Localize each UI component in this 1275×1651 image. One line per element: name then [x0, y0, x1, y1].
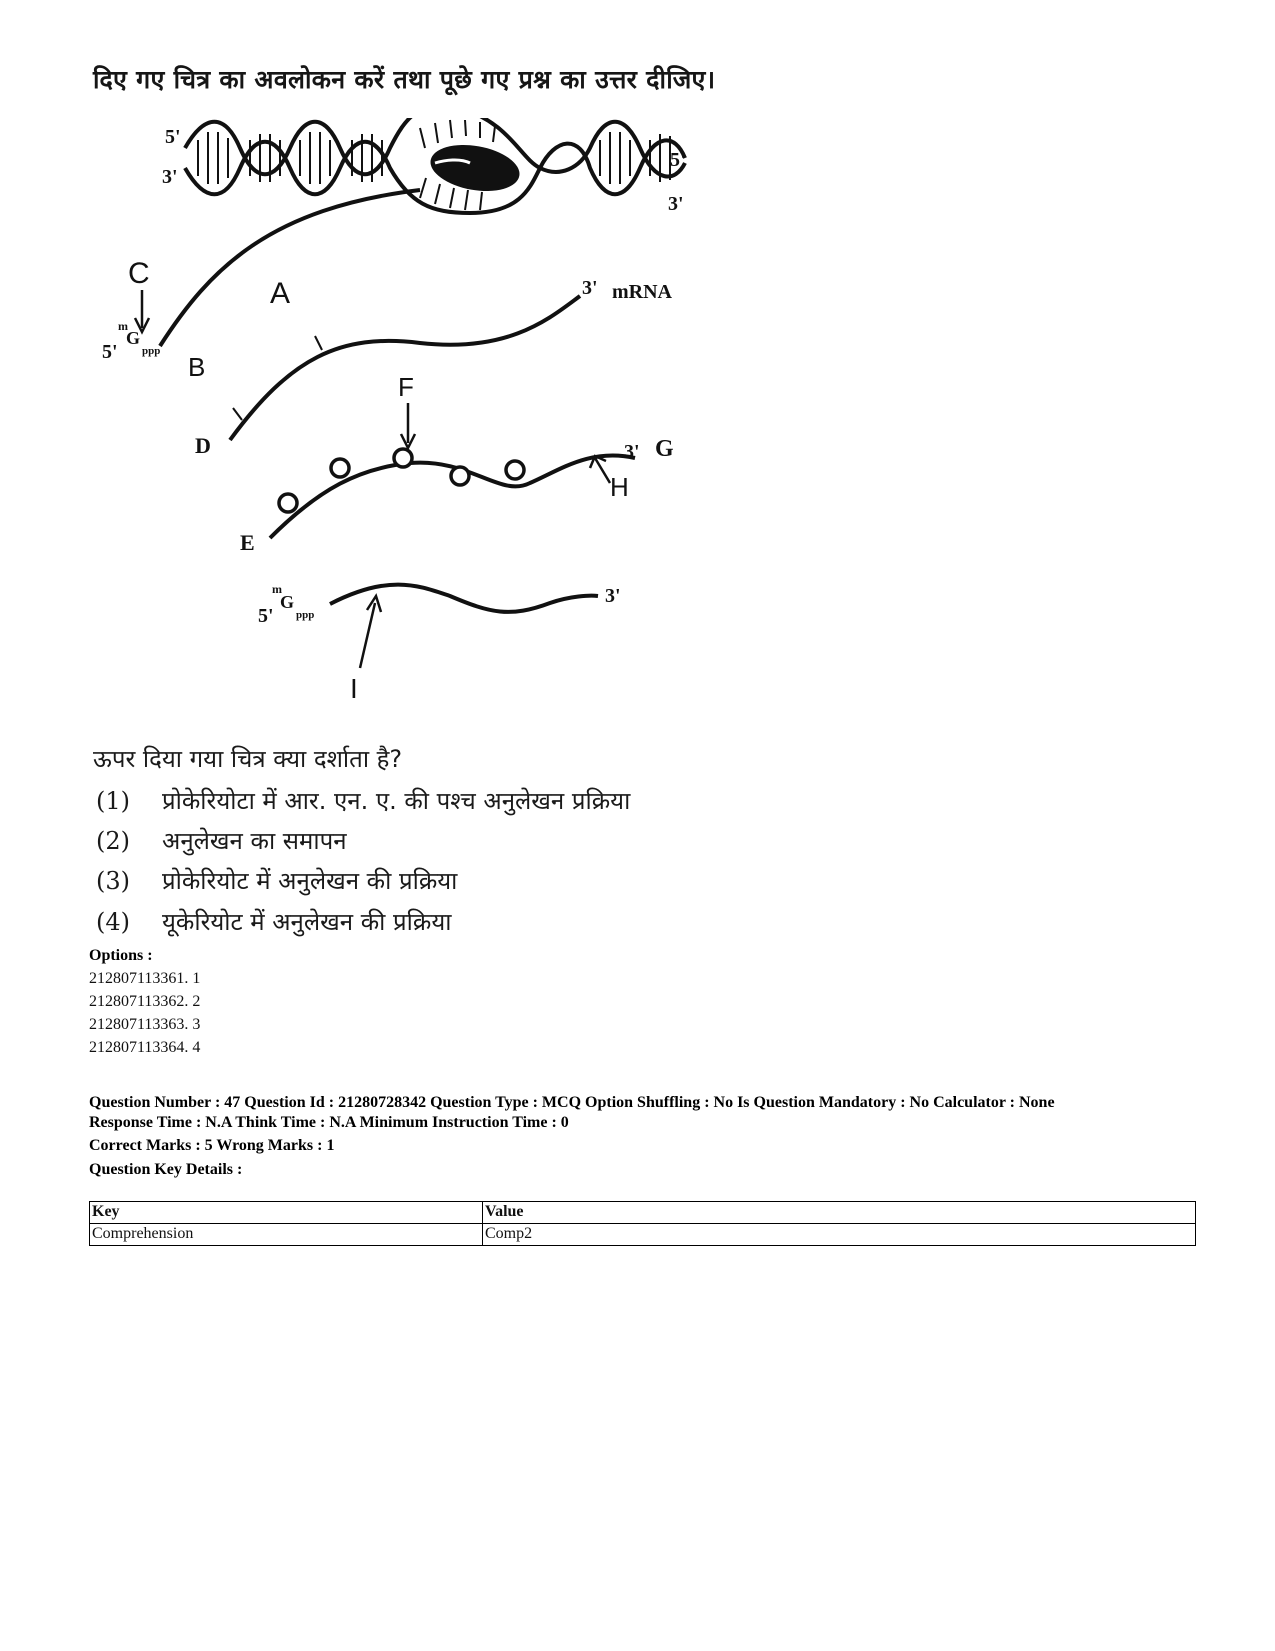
- label-e: E: [240, 530, 255, 555]
- question-heading: दिए गए चित्र का अवलोकन करें तथा पूछे गए प्रश्न का उत्तर दीजिए।: [93, 65, 716, 94]
- label-g: G: [655, 436, 674, 462]
- label-b: B: [188, 352, 206, 382]
- label-5prime-right: 5': [670, 149, 686, 171]
- label-5prime-i: 5': [258, 605, 274, 627]
- table-cell-value: Comp2: [483, 1224, 1196, 1246]
- table-header-key: Key: [90, 1202, 483, 1224]
- options-label: Options :: [89, 947, 153, 964]
- question-meta-line2: Response Time : N.A Think Time : N.A Minimum Instruction Time : 0: [89, 1114, 569, 1131]
- label-mrna: mRNA: [612, 281, 672, 303]
- choice-2: (2) अनुलेखन का समापन: [96, 827, 347, 855]
- table-header-row: [90, 1202, 1196, 1224]
- label-a: A: [270, 277, 291, 310]
- label-3prime-mrna: 3': [582, 277, 598, 299]
- label-5prime-top: 5': [165, 126, 181, 148]
- label-ppp-2: ppp: [296, 609, 315, 621]
- label-g-cap: G: [126, 328, 141, 348]
- label-m-cap: m: [118, 319, 128, 333]
- label-5prime-c: 5': [102, 341, 118, 363]
- label-3prime-top: 3': [162, 166, 178, 188]
- label-3prime-i: 3': [605, 585, 621, 607]
- label-i: I: [350, 673, 358, 704]
- rna-polymerase: [427, 139, 523, 198]
- polysome-strand: [270, 455, 635, 538]
- question-meta-line1: Question Number : 47 Question Id : 21280728342 Question Type : MCQ Option Shuffling : No Is Question Mandatory : No Calculator : None: [89, 1094, 1055, 1111]
- label-h: H: [610, 472, 629, 502]
- question-key-details-label: Question Key Details :: [89, 1161, 243, 1178]
- question-prompt: ऊपर दिया गया चित्र क्या दर्शाता है?: [93, 745, 403, 773]
- option-4: 212807113364. 4: [89, 1039, 201, 1056]
- question-key-table: [89, 1201, 1196, 1246]
- label-g-cap-2: G: [280, 592, 295, 612]
- mrna-strand: [230, 296, 580, 440]
- choice-3: (3) प्रोकेरियोट में अनुलेखन की प्रक्रिया: [96, 867, 458, 895]
- option-1: 212807113361. 1: [89, 970, 201, 987]
- transcription-diagram: [90, 118, 810, 718]
- label-f: F: [398, 372, 414, 402]
- option-2: 212807113362. 2: [89, 993, 201, 1010]
- label-d: D: [195, 433, 211, 458]
- table-cell-key: Comprehension: [90, 1224, 483, 1246]
- label-3prime-right: 3': [668, 193, 684, 215]
- label-ppp: ppp: [142, 345, 161, 357]
- nascent-rna-strand: [160, 190, 420, 346]
- label-m-cap-2: m: [272, 582, 282, 596]
- mature-mrna-strand: [330, 585, 598, 612]
- question-marks: Correct Marks : 5 Wrong Marks : 1: [89, 1137, 335, 1154]
- choice-4: (4) यूकेरियोट में अनुलेखन की प्रक्रिया: [96, 908, 452, 936]
- choice-1: (1) प्रोकेरियोटा में आर. एन. ए. की पश्च अनुलेखन प्रक्रिया: [96, 787, 631, 815]
- table-header-value: Value: [483, 1202, 1196, 1224]
- label-3prime-e: 3': [624, 441, 640, 463]
- label-c: C: [128, 257, 150, 290]
- option-3: 212807113363. 3: [89, 1016, 201, 1033]
- table-row: [90, 1224, 1196, 1246]
